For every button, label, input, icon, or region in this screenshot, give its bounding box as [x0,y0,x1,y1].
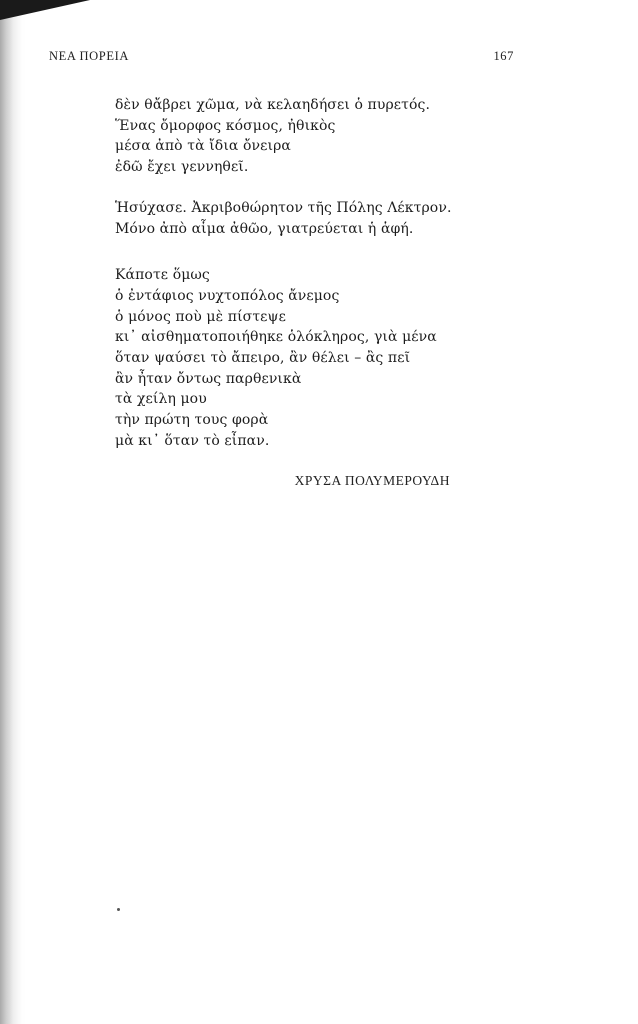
poem-line: μέσα ἀπὸ τὰ ἴδια ὄνειρα [115,138,291,155]
stanza-3 [115,265,515,451]
page-number: 167 [493,49,514,63]
poem-line: ὁ μόνος ποὺ μὲ πίστεψε [115,308,286,325]
poem-line: κι᾿ αἰσθηματοποιήθηκε ὁλόκληρος, γιὰ μένα [115,329,437,346]
poem-line: τὴν πρώτη τους φορὰ [115,412,269,429]
poem-line: ὅταν ψαύσει τὸ ἄπειρο, ἂν θέλει – ἂς πεῖ [115,350,411,367]
poem-line: μὰ κι᾿ ὅταν τὸ εἶπαν. [115,432,270,449]
running-header [49,49,514,64]
poem-line: Κάποτε ὅμως [115,267,210,284]
binding-shadow [0,0,22,1024]
poem-line: ἐδῶ ἔχει γεννηθεῖ. [115,159,249,176]
poem-line: Ἡσύχασε. Ἀκριβοθώρητον τῆς Πόλης Λέκτρον. [115,199,452,216]
poem-line: ὁ ἐντάφιος νυχτοπόλος ἄνεμος [115,287,340,304]
poem-line: δὲν θἄβρει χῶμα, νὰ κελαηδήσει ὁ πυρετός. [115,97,430,113]
poem-line: ἂν ἦταν ὄντως παρθενικὰ [115,370,302,387]
stanza-2 [115,198,515,239]
scan-speck [117,908,120,911]
scan-corner-artifact [0,0,90,20]
poem-line: Ἕνας ὄμορφος κόσμος, ἠθικὸς [115,117,336,134]
stanza-1 [115,95,515,178]
poem-line: Μόνο ἀπὸ αἷμα ἀθῶο, γιατρεύεται ἡ ἁφή. [115,220,414,237]
poem-line: τὰ χείλη μου [115,391,207,408]
journal-title: ΝΕΑ ΠΟΡΕΙΑ [49,49,129,63]
poem-body [115,95,515,452]
author-signature: ΧΡΥΣΑ ΠΟΛΥΜΕΡΟΥΔΗ [294,473,450,488]
